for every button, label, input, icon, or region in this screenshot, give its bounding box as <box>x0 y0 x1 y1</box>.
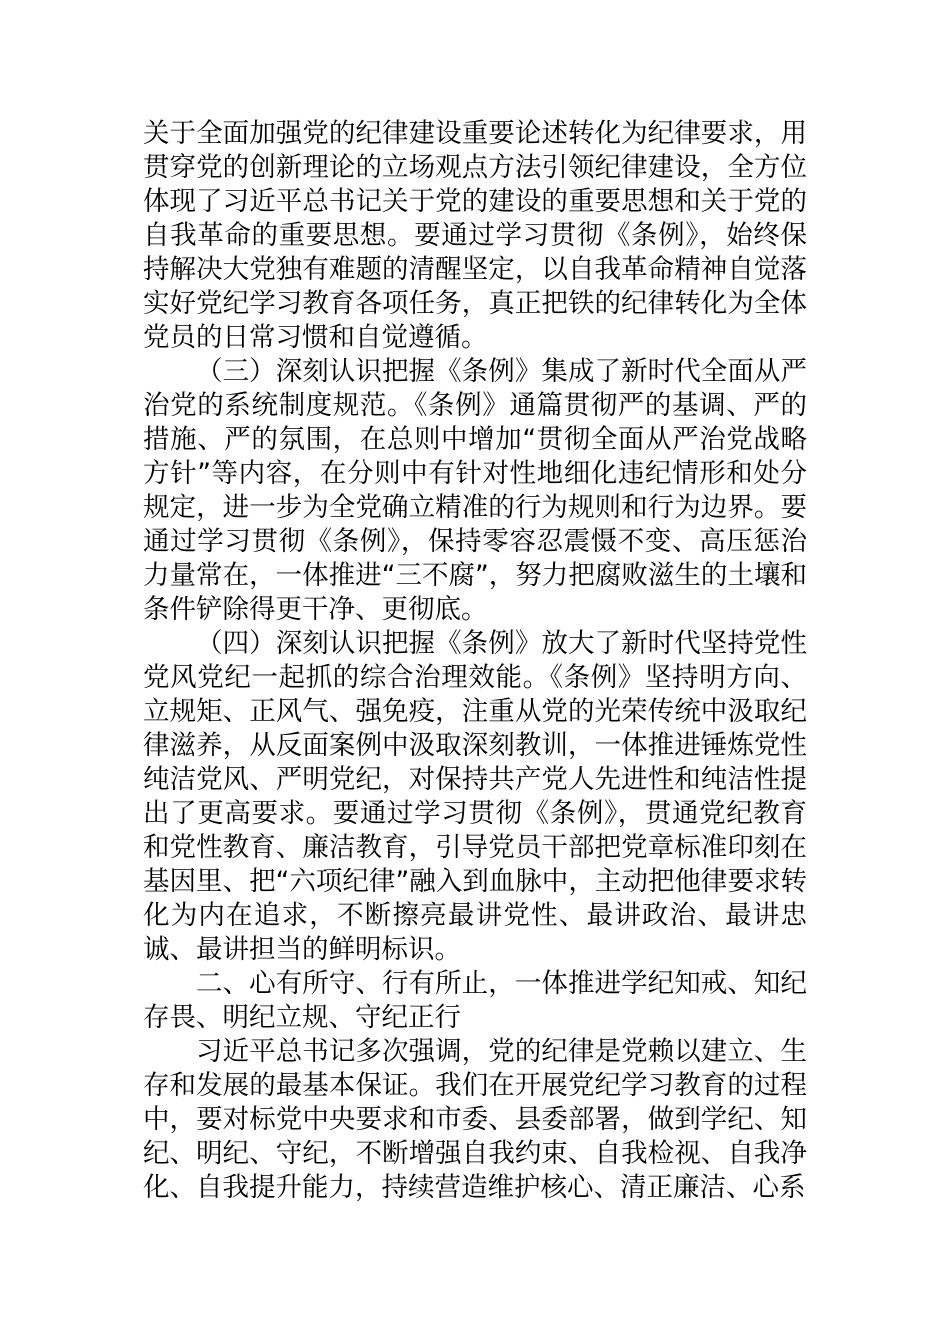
paragraph-section-3: （三）深刻认识把握《条例》集成了新时代全面从严治党的系统制度规范。《条例》通篇贯彻严的基调、严的措施、严的氛围，在总则中增加“贯彻全面从严治党战略方针”等内容，在分则中有针对性地细化违纪情形和处分规定，进一步为全党确立精准的行为规则和行为边界。要通过学习贯彻《条例》，保持零容忍震慑不变、高压惩治力量常在，一体推进“三不腐”，努力把腐败滋生的土壤和条件铲除得更干净、更彻底。 <box>143 356 807 625</box>
paragraph-section-4: （四）深刻认识把握《条例》放大了新时代坚持党性党风党纪一起抓的综合治理效能。《条例》坚持明方向、立规矩、正风气、强免疫，注重从党的光荣传统中汲取纪律滋养，从反面案例中汲取深刻教训，一体推进锤炼党性纯洁党风、严明党纪，对保持共产党人先进性和纯洁性提出了更高要求。要通过学习贯彻《条例》，贯通党纪教育和党性教育、廉洁教育，引导党员干部把党章标准印刻在基因里、把“六项纪律”融入到血脉中，主动把他律要求转化为内在追求，不断擦亮最讲党性、最讲政治、最讲忠诚、最讲担当的鲜明标识。 <box>143 628 807 965</box>
paragraph-part-2-intro: 习近平总书记多次强调，党的纪律是党赖以建立、生存和发展的最基本保证。我们在开展党纪学习教育的过程中，要对标党中央要求和市委、县委部署，做到学纪、知纪、明纪、守纪，不断增强自我约束、自我检视、自我净化、自我提升能力，持续营造维护核心、清正廉洁、心系 <box>143 1036 807 1203</box>
paragraph-continuation: 关于全面加强党的纪律建设重要论述转化为纪律要求，用贯穿党的创新理论的立场观点方法引领纪律建设，全方位体现了习近平总书记关于党的建设的重要思想和关于党的自我革命的重要思想。要通过学习贯彻《条例》，始终保持解决大党独有难题的清醒坚定，以自我革命精神自觉落实好党纪学习教育各项任务，真正把铁的纪律转化为全体党员的日常习惯和自觉遵循。 <box>143 118 807 353</box>
section-heading-part-2: 二、心有所守、行有所止，一体推进学纪知戒、知纪存畏、明纪立规、守纪正行 <box>143 968 807 1033</box>
document-page <box>143 117 807 1205</box>
